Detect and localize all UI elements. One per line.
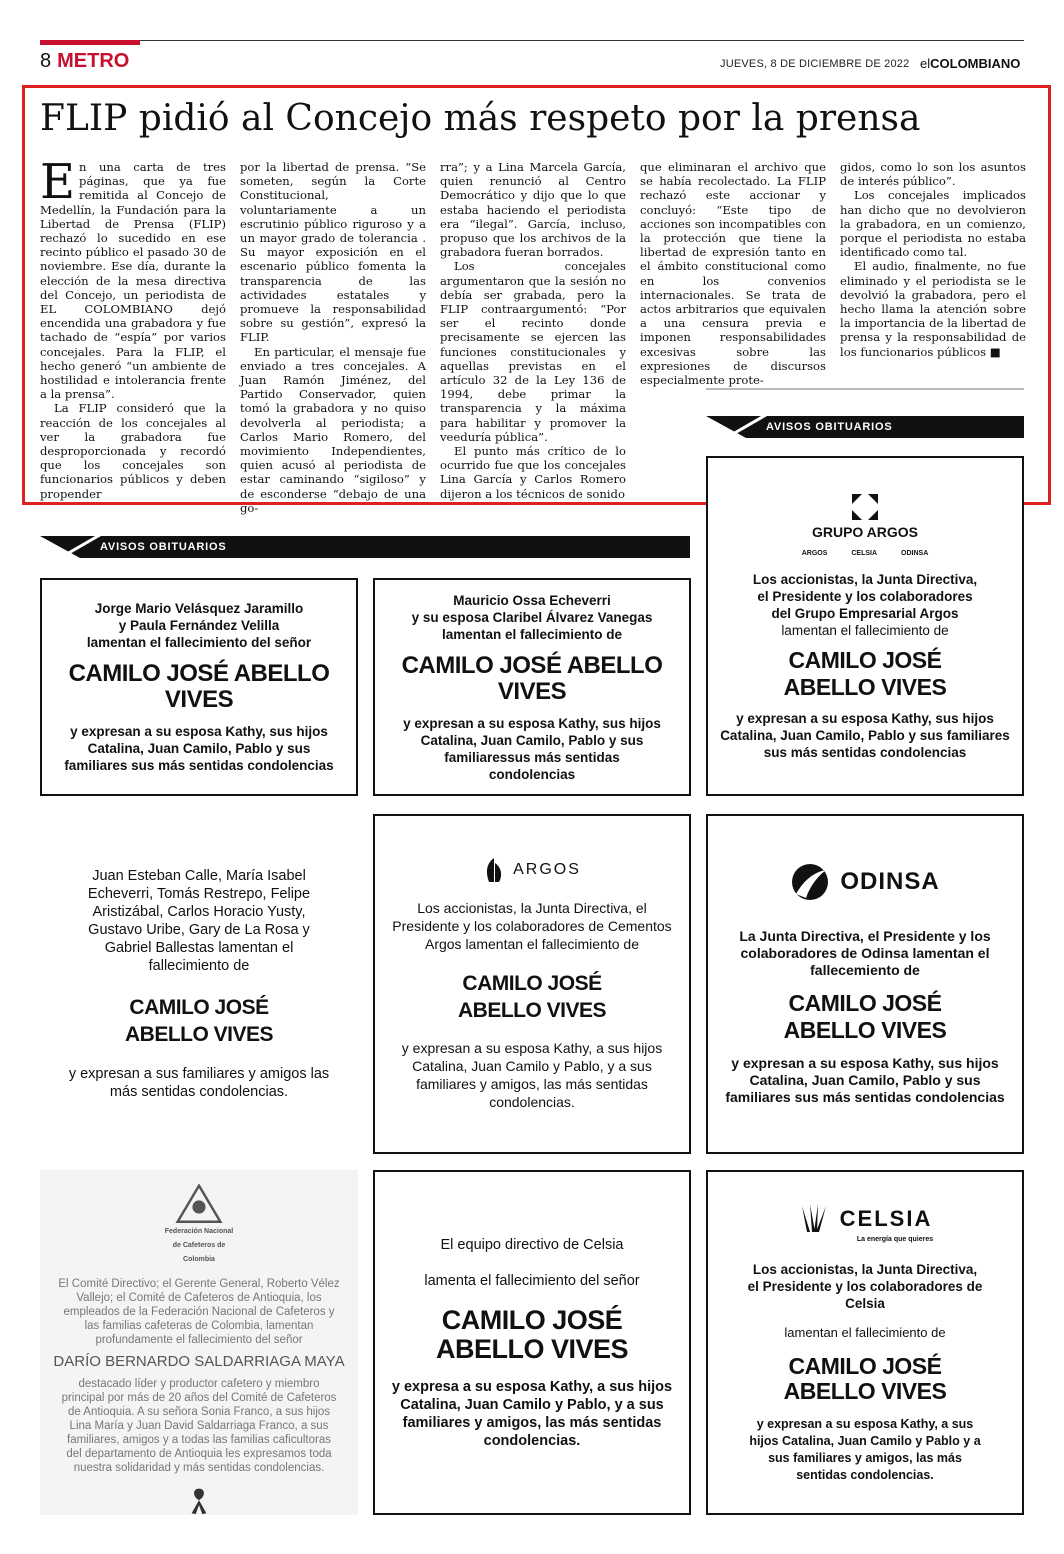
federacion-cafeteros-logo-icon (169, 1184, 229, 1225)
article-column-4: que eliminaran el archivo que se había recolectado. La FLIP rechazó este accionar y concluyó: “Este tipo de acciones son incompatibles con la protección que tiene la libertad de expresión tanto en el ámbito constitucional como en los convenios internacionales. Se trata de actos arbitrarios que equivalen a una censura previa e imponen responsabilidades excesivas sobre las expresiones de discursos especialmente prote- (640, 160, 826, 388)
obit-name: CAMILO JOSÉ ABELLO VIVES (401, 651, 663, 705)
grupo-argos-logo-icon (850, 492, 880, 522)
celsia-logo: CELSIA (798, 1202, 933, 1236)
article-column-1: En una carta de tres páginas, que ya fue remitida al Concejo de Medellín, la Fundación para la Libertad de Prensa (FLIP) rechazó lo sucedido en ese recinto público el pasado 30 de noviembre. Ese día, durante la elección de la mesa directiva del Concejo, un periodista de EL COLOMBIANO dejó encendida una grabadora y fue tachado de “espía” por varios concejales. Para la FLIP, el hecho generó “un ambiente de hostilidad e intolerancia frente a la prensa”. La FLIP consideró que la reacción de los concejales al ver la grabadora fue desproporcionada y recordó que los concejales son funcionarios públicos y deben propender (40, 154, 226, 501)
obit-notice-4: Juan Esteban Calle, María Isabel Echeverri, Tomás Restrepo, Felipe Aristizábal, Carlos Horacio Yusty, Gustavo Uribe, Gary de La Rosa y Gabriel Ballestas lamentan el fallecimiento de CAMILO JOSÉ ABELLO VIVES y expresan a sus familiares y amigos las más sentidas condolencias. (40, 814, 358, 1154)
article-column-5: gidos, como lo son los asuntos de interés público”. Los concejales implicados han dicho que no devolvieron la grabadora, en un comienzo, porque el periodista no estaba identificado como tal. El audio, finalmente, no fue eliminado y el periodista se le devolvió la grabadora, pero el hecho llama la atención sobre la importancia de la libertad de prensa y la responsabilidad de los funcionarios públicos ■ (840, 160, 1026, 359)
celsia-mini-logo: CELSIA (851, 549, 878, 557)
mourning-ribbon-icon (187, 1487, 211, 1515)
page-date: JUEVES, 8 DE DICIEMBRE DE 2022 (720, 58, 910, 70)
article-column-2: por la libertad de prensa. “Se someten, según la Corte Constitucional, voluntariamente a un escrutinio público riguroso y a un mayor grado de tolerancia . Su mayor exposición en el escenario público fomenta la transparencia de las actividades estatales y promueve la responsabilidad sobre su gestión”, expresó la FLIP. En particular, el mensaje fue enviado a tres concejales. A Juan Ramón Jiménez, del Partido Conservador, quien tomó la grabadora y no quiso devolverla al periodista; a Carlos Mario Romero, del movimiento Independientes, quien acusó al periodista de estar caminando “sigiloso” y de esconderse “debajo de una go- (240, 160, 426, 515)
column-rule (706, 388, 1024, 390)
celsia-logo-icon (798, 1202, 834, 1236)
obit-notice-9: CELSIA La energía que quieres Los accionistas, la Junta Directiva, el Presidente y los colaboradores de Celsia lamentan el fallecimiento de CAMILO JOSÉ ABELLO VIVES y expresan a su esposa Kathy, a sus hijos Catalina, Juan Camilo y Pablo y a sus familiares y amigos, las más sentidas condolencias. (706, 1170, 1024, 1515)
obit-name: CAMILO JOSÉ ABELLO VIVES (68, 660, 330, 713)
argos-logo-icon (483, 857, 505, 883)
obit-notice-7: Federación Nacional de Cafeteros de Colombia El Comité Directivo; el Gerente General, Roberto Vélez Vallejo; el Comité de Cafeteros de Antioquia, los empleados de la Federación Nacional de Cafeteros y las familias cafeteras de Colombia, lamentan profundamente el fallecimiento del señor DARÍO BERNARDO SALDARRIAGA MAYA destacado líder y productor cafetero y miembro principal por más de 20 años del Comité de Cafeteros de Antioquia. A su señora Sonia Franco, a sus hijos Lina María y Juan David Saldarriaga Franco, a sus familiares, amigos y a todas las familias caficultoras del departamento de Antioquia les expresamos toda nuestra solidaridad y más sentidas condolencias. (40, 1170, 358, 1515)
argos-logo: ARGOS (483, 857, 581, 883)
obit-name: DARÍO BERNARDO SALDARRIAGA MAYA (53, 1353, 345, 1371)
odinsa-mini-logo: ODINSA (901, 549, 929, 557)
obit-notice-2: Mauricio Ossa Echeverri y su esposa Claribel Álvarez Vanegas lamentan el fallecimiento de CAMILO JOSÉ ABELLO VIVES y expresan a su esposa Kathy, sus hijos Catalina, Juan Camilo, Pablo y sus familiaressus más sentidas condolencias (373, 578, 691, 796)
obit-notice-8: El equipo directivo de Celsia lamenta el fallecimiento del señor CAMILO JOSÉ ABELLO VIVES y expresa a su esposa Kathy, a sus hijos Catalina, Juan Camilo y Pablo, y a sus familiares y amigos, las más sentidas condolencias. (373, 1170, 691, 1515)
masthead-rule (40, 40, 1024, 41)
section-label (40, 50, 129, 73)
group-logos (802, 550, 929, 557)
newspaper-brand: elCOLOMBIANO (920, 56, 1021, 71)
section-name: METRO (57, 50, 130, 72)
obit-notice-3: GRUPO ARGOS ARGOS CELSIA ODINSA Los accionistas, la Junta Directiva, el Presidente y los colaboradores del Grupo Empresarial Argos lamentan el fallecimiento de CAMILO JOSÉ ABELLO VIVES y expresan a su esposa Kathy, sus hijos Catalina, Juan Camilo, Pablo y sus familiares sus más sentidas condolencias (706, 456, 1024, 796)
section-tab (40, 40, 140, 45)
argos-mini-logo: ARGOS (801, 549, 828, 557)
dropcap: E (40, 154, 76, 210)
article-headline: FLIP pidió al Concejo más respeto por la prensa (40, 98, 921, 139)
obit-header-left: AVISOS OBITUARIOS (40, 536, 690, 558)
obit-header-right: AVISOS OBITUARIOS (706, 416, 1024, 438)
page-number: 8 (40, 50, 52, 72)
article-column-3: rra”; y a Lina Marcela García, quien renunció al Centro Democrático y dijo que lo que estaba haciendo el periodista era “ilegal”. García, incluso, propuso que los archivos de la grabadora fueran borrados. Los concejales argumentaron que la sesión no debía ser grabada, pero la FLIP contraargumentó: “Por ser el recinto donde precisamente se ejercen las funciones constitucionales y aquellas previstas en el artículo 32 de la Ley 136 de 1994, debe primar la transparencia y la máxima para habilitar y promover la veeduría pública”. El punto más crítico de lo ocurrido fue que los concejales Lina García y Carlos Romero dijeron a los técnicos de sonido (440, 160, 626, 501)
obit-notice-5: ARGOS Los accionistas, la Junta Directiva, el Presidente y los colaboradores de Cementos Argos lamentan el fallecimiento de CAMILO JOSÉ ABELLO VIVES y expresan a su esposa Kathy, a sus hijos Catalina, Juan Camilo y Pablo, y a sus familiares y amigos, las más sentidas condolencias. (373, 814, 691, 1154)
odinsa-logo-icon (790, 862, 830, 902)
obit-notice-1: Jorge Mario Velásquez Jaramillo y Paula Fernández Velilla lamentan el fallecimiento del señor CAMILO JOSÉ ABELLO VIVES y expresan a su esposa Kathy, sus hijos Catalina, Juan Camilo, Pablo y sus familiares sus más sentidas condolencias (40, 578, 358, 796)
odinsa-logo: ODINSA (790, 862, 939, 902)
obit-notice-6: ODINSA La Junta Directiva, el Presidente y los colaboradores de Odinsa lamentan el fallecemiento de CAMILO JOSÉ ABELLO VIVES y expresan a su esposa Kathy, sus hijos Catalina, Juan Camilo, Pablo y sus familiares sus más sentidas condolencias (706, 814, 1024, 1154)
